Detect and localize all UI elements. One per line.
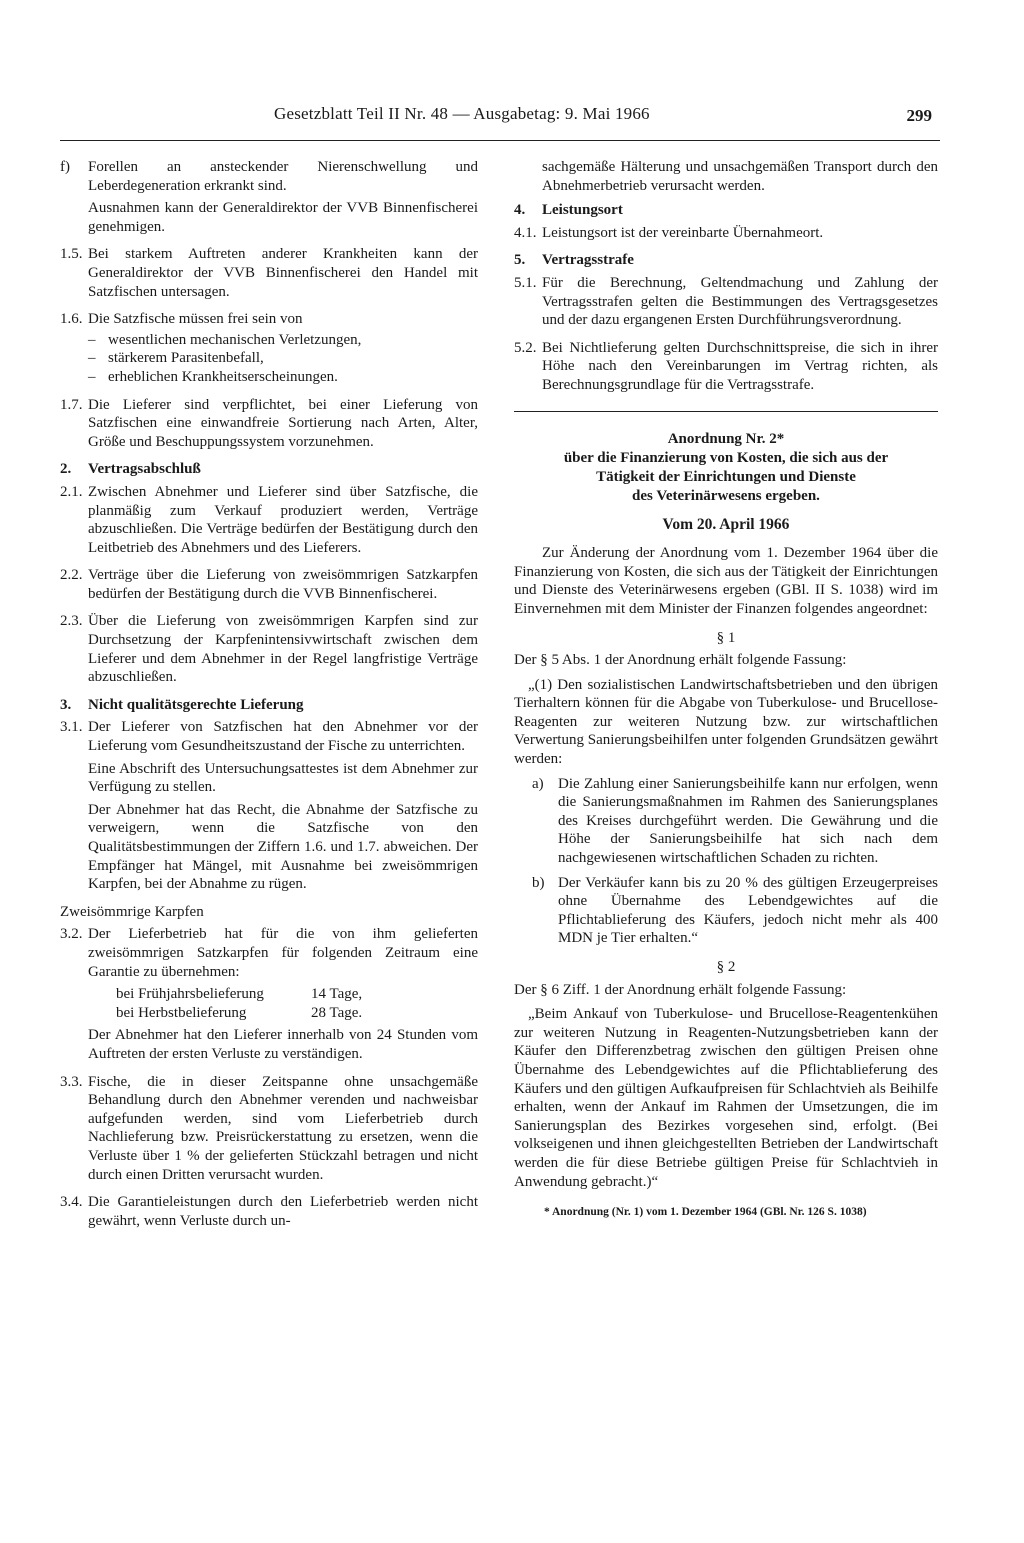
paragraph-heading: § 1 xyxy=(716,629,736,646)
section-number: 5. xyxy=(514,252,526,269)
paragraph-lead: Der § 6 Ziff. 1 der Anordnung erhält folgende Fassung: xyxy=(514,981,847,998)
table-cell-label: bei Herbstbelieferung xyxy=(116,1004,247,1021)
item-5-2 xyxy=(514,339,938,395)
section-heading-2 xyxy=(60,460,478,479)
paragraph-heading: § 2 xyxy=(716,959,736,975)
item-3-3 xyxy=(60,1073,478,1185)
item-text: Fische, die in dieser Zeitspanne ohne unsachgemäße Behandlung durch den Abnehmer verenden und nachweisbar aufgefunden werden, sind vom Lieferbetrieb durch Nachlieferung bzw. Preisrückerstattung zu ersetzen, wenn die Verluste über 1 % der gelieferten Stückzahl betragen und nicht durch einen Dritten verursacht wurden. xyxy=(88,1073,478,1183)
item-1-6 xyxy=(60,310,478,386)
item-note: Ausnahmen kann der Generaldirektor der VVB Binnenfischerei genehmigen. xyxy=(88,200,478,235)
item-text: Eine Abschrift des Untersuchungsattestes ist dem Abnehmer zur Verfügung zu stellen. xyxy=(88,760,478,796)
item-text: Forellen an ansteckender Nierenschwellung und Leberdegeneration erkrankt sind. xyxy=(88,159,478,194)
table-row xyxy=(116,1004,478,1023)
item-number: 3.2. xyxy=(60,926,83,943)
section-divider xyxy=(514,411,938,412)
item-2-1 xyxy=(60,483,478,557)
table-cell-label: bei Frühjahrsbelieferung xyxy=(116,986,264,1003)
item-3-2 xyxy=(60,925,478,1063)
section-title: Leistungsort xyxy=(542,202,623,219)
ordinance-title-line: über die Finanzierung von Kosten, die sich aus der xyxy=(563,449,889,466)
section-heading-5 xyxy=(514,251,938,270)
item-number: 1.7. xyxy=(60,396,83,413)
item-3-1 xyxy=(60,718,478,893)
ordinance-title-line: Tätigkeit der Einrichtungen und Dienste xyxy=(596,468,856,485)
list-item: – stärkerem Parasitenbefall, xyxy=(88,349,478,368)
item-text: Der Lieferer von Satzfischen hat den Abnehmer vor der Lieferung vom Gesundheitszustand der Fische zu unterrichten. xyxy=(88,719,478,755)
item-text: Die Zahlung einer Sanierungsbeihilfe kann nur erfolgen, wenn die Sanierungsmaßnahmen im Rahmen des Sanierungsplanes des Kreises durchgeführt werden. Die Gewährung und die Höhe der Sanierungsbeihilfe hat sich nach dem nachgewiesenen wirtschaftlichen Schaden zu richten. xyxy=(558,775,938,867)
item-number: 2.3. xyxy=(60,613,83,630)
left-column xyxy=(60,158,478,1239)
continuation-text: sachgemäße Hälterung und unsachgemäßen Transport durch den Abnehmerbetrieb verursacht werden. xyxy=(542,159,938,194)
item-1-7 xyxy=(60,396,478,452)
item-5-1 xyxy=(514,274,938,330)
section-heading-4 xyxy=(514,201,938,220)
item-text: Über die Lieferung von zweisömmrigen Karpfen sind zur Durchsetzung der Karpfenintensivwirtschaft zwischen dem Lieferer und dem Abnehmer in der Regel langfristige Verträge abzuschließen. xyxy=(88,613,478,686)
item-number: 1.5. xyxy=(60,246,83,263)
section-heading-3 xyxy=(60,696,478,715)
item-number: 1.6. xyxy=(60,311,83,328)
section-title: Vertragsstrafe xyxy=(542,252,634,269)
list-item-b xyxy=(514,874,938,948)
item-1-5 xyxy=(60,245,478,301)
item-f xyxy=(60,158,478,236)
dash-list xyxy=(88,331,478,387)
footnote: * Anordnung (Nr. 1) vom 1. Dezember 1964 (GBl. Nr. 126 S. 1038) xyxy=(544,1206,867,1219)
page-number: 299 xyxy=(906,106,932,125)
section-title: Vertragsabschluß xyxy=(88,461,201,478)
right-column xyxy=(514,158,938,1222)
item-text: Der Abnehmer hat den Lieferer innerhalb von 24 Stunden vom Auftreten der ersten Verluste zu verständigen. xyxy=(88,1027,478,1062)
item-text: Bei starkem Auftreten anderer Krankheiten kann der Generaldirektor der VVB Binnenfischerei den Handel mit Satzfischen untersagen. xyxy=(88,246,478,300)
page-header xyxy=(60,104,940,141)
item-text: Verträge über die Lieferung von zweisömmrigen Satzkarpfen bedürfen der Bestätigung durch die VVB Binnenfischerei. xyxy=(88,567,478,602)
item-number: 5.2. xyxy=(514,339,537,356)
item-number: 5.1. xyxy=(514,274,537,291)
item-text: Zwischen Abnehmer und Lieferer sind über Satzfische, die planmäßig zum Verkauf produziert werden, Verträge abzuschließen. Die Verträge bedürfen der Bestätigung durch den Leitbetrieb des Abnehmers und des Lieferers. xyxy=(88,483,478,556)
item-text: Die Garantieleistungen durch den Lieferbetrieb werden nicht gewährt, wenn Verluste durch un- xyxy=(88,1194,478,1229)
subheading: Zweisömmrige Karpfen xyxy=(60,903,204,920)
item-number: 3.4. xyxy=(60,1194,83,1211)
ordinance-intro: Zur Änderung der Anordnung vom 1. Dezember 1964 über die Finanzierung von Kosten, die sich aus der Tätigkeit der Einrichtungen und Dienste des Veterinärwesens ergeben (GBl. II S. 1038) wird im Einvernehmen mit dem Minister der Finanzen folgendes angeordnet: xyxy=(514,545,938,617)
guarantee-table xyxy=(116,985,478,1022)
paragraph-quote: „Beim Ankauf von Tuberkulose- und Brucellose-Reagentenkühen zur weiteren Nutzung in Reagenten-Nutzungsbetrieben kann der Käufer den Differenzbetrag zwischen den gültigen Preisen ohne Übernahme des Lebendgewichtes auf die Pflichtablieferung des Käufers und den gültigen Aufkaufpreisen für Schlachtvieh als Beihilfe erhalten, wenn der Ankauf im Rahmen der Umsetzungen, die im Sanierungsplan des Bezirkes vorgesehen sind, erfolgt. (Bei volkseigenen und ihnen gleichgestellten Betrieben der Landwirtschaft werden die für diese Betriebe gültigen Preise für Schlachtvieh in Anwendung gebracht.)“ xyxy=(514,1006,938,1190)
item-text: Die Satzfische müssen frei sein von xyxy=(88,311,303,328)
ordinance-title-line: Anordnung Nr. 2* xyxy=(667,430,785,447)
ordinance-title xyxy=(514,430,938,506)
item-2-2 xyxy=(60,566,478,603)
ordinance-date: Vom 20. April 1966 xyxy=(662,515,790,533)
item-number: 2.2. xyxy=(60,567,83,584)
section-number: 3. xyxy=(60,696,72,713)
item-2-3 xyxy=(60,612,478,686)
item-number: 4.1. xyxy=(514,224,537,241)
paragraph-lead: Der § 5 Abs. 1 der Anordnung erhält folgende Fassung: xyxy=(514,652,847,669)
item-text: Die Lieferer sind verpflichtet, bei einer Lieferung von Satzfischen eine einwandfreie Sortierung nach Arten, Alter, Größe und Beschuppungssystem vorzunehmen. xyxy=(88,396,478,450)
list-item: – wesentlichen mechanischen Verletzungen, xyxy=(88,331,478,350)
item-letter: b) xyxy=(532,874,545,891)
ordinance-title-line: des Veterinärwesens ergeben. xyxy=(632,487,820,504)
item-text: Für die Berechnung, Geltendmachung und Zahlung der Vertragsstrafen gelten die Bestimmungen des Vertragsgesetzes und der dazu ergangenen Ersten Durchführungsverordnung. xyxy=(542,274,938,329)
list-item-a xyxy=(514,775,938,868)
item-number: f) xyxy=(60,159,70,175)
item-text: Bei Nichtlieferung gelten Durchschnittspreise, die sich in ihrer Höhe nach den Vereinbarungen im Vertrag richten, als Berechnungsgrundlage für die Vertragsstrafe. xyxy=(542,339,938,393)
header-title: Gesetzblatt Teil II Nr. 48 — Ausgabetag: 9. Mai 1966 xyxy=(274,104,650,123)
item-text: Leistungsort ist der vereinbarte Übernahmeort. xyxy=(542,224,824,241)
section-number: 2. xyxy=(60,461,72,478)
item-number: 3.1. xyxy=(60,719,83,736)
item-text: Der Lieferbetrieb hat für die von ihm gelieferten zweisömmrigen Satzkarpfen für folgenden Zeitraum eine Garantie zu übernehmen: xyxy=(88,926,478,980)
item-text: Der Verkäufer kann bis zu 20 % des gültigen Erzeugerpreises ohne Übernahme des Lebendgewichtes auf die Pflichtablieferung des Käufers, jedoch nicht mehr als 400 MDN je Tier erhalten.“ xyxy=(558,874,938,947)
item-number: 3.3. xyxy=(60,1073,83,1090)
item-letter: a) xyxy=(532,775,544,792)
item-4-1 xyxy=(514,224,938,243)
table-cell-value: 28 Tage. xyxy=(311,1004,363,1021)
item-3-4 xyxy=(60,1193,478,1230)
table-row xyxy=(116,985,478,1004)
section-title: Nicht qualitätsgerechte Lieferung xyxy=(88,696,304,713)
table-cell-value: 14 Tage, xyxy=(311,986,363,1003)
item-text: Der Abnehmer hat das Recht, die Abnahme der Satzfische zu verweigern, wenn die Satzfische von den Qualitätsbestimmungen der Ziffern 1.6. und 1.7. abweichen. Der Empfänger hat Mängel, mit Ausnahme bei zweisömmrigen Karpfen, bei der Abnahme zu rügen. xyxy=(88,801,478,893)
section-number: 4. xyxy=(514,202,526,219)
list-item: – erheblichen Krankheitserscheinungen. xyxy=(88,368,478,387)
paragraph-quote: „(1) Den sozialistischen Landwirtschaftsbetrieben und den übrigen Tierhaltern können für die Abgabe von Tuberkulose- und Brucellose-Reagenten zur weiteren Nutzung bzw. zur wirtschaftlichen Verwertung Sanierungsbeihilfen unter folgenden Grundsätzen gewährt werden: xyxy=(514,676,938,768)
item-number: 2.1. xyxy=(60,483,83,500)
